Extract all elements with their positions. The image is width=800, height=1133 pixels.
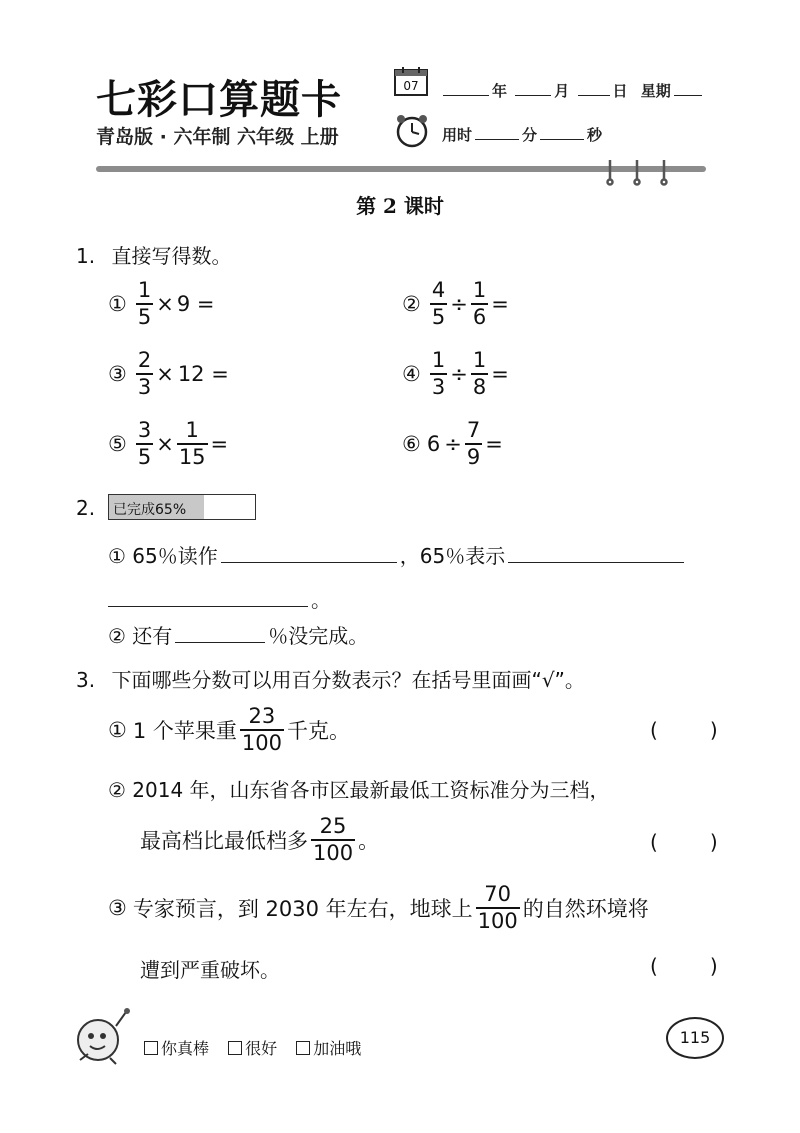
answer-paren-3[interactable]: ( ) [650,954,718,978]
answer-paren-2[interactable]: ( ) [650,830,718,854]
q3-item-2-end: 。 [358,829,380,853]
expression-tail: = [491,362,509,386]
q1-number: 1. [76,244,96,268]
answer-blank-read-as[interactable] [221,561,397,563]
q3-number: 3. [76,668,96,692]
item-index: ② [402,292,421,316]
date-line [440,80,705,101]
q1-item-4 [402,350,509,398]
q3-item-1-text: 1 个苹果重 [132,719,237,743]
minute-label: 分 [522,126,538,144]
expression-tail: = [491,292,509,316]
day-label: 日 [612,82,628,100]
q2-line-2 [108,584,331,613]
q3-item-3-line-2: 遭到严重破坏。 [140,958,280,982]
q2-not-done-text: ％没完成。 [268,624,369,648]
item-index: ③ [108,362,127,386]
fraction: $\frac{2}{3}$ [137,348,152,399]
expression-tail: = [210,432,229,456]
q3-item-2-text-2: 最高档比最低档多 [140,829,308,853]
operator: ÷ [450,362,468,386]
fraction: $\frac{1}{6}$ [472,278,487,329]
lesson-title: 第 2 课时 [356,194,444,218]
q3-item-2-line-2 [140,816,379,864]
q3-item-3-text: 专家预言，到 2030 年左右，地球上 [132,897,473,921]
answer-blank-means-cont[interactable] [108,605,308,607]
q1-item-3 [108,350,229,398]
expression-tail: = [485,432,503,456]
fraction: $\frac{3}{5}$ [137,418,152,469]
item-index: ⑥ [402,432,421,456]
item-index: ② [108,624,126,648]
checkbox-icon [296,1041,310,1055]
checkbox-icon [144,1041,158,1055]
q3-item-1 [108,706,350,754]
q3-title: 下面哪些分数可以用百分数表示？在括号里面画“√”。 [111,668,585,692]
fraction: $\frac{1}{8}$ [472,348,487,399]
q2-remaining-text: 还有 [132,624,173,648]
second-label: 秒 [587,126,603,144]
operator: × [156,292,174,316]
fraction: $\frac{7}{9}$ [466,418,481,469]
rating-option-try-harder[interactable]: 加油哦 [296,1039,361,1058]
operator: ÷ [450,292,468,316]
rating-options [144,1036,361,1059]
item-index: ③ [108,896,127,920]
fraction: $\frac{1}{3}$ [431,348,446,399]
q1-item-2 [402,280,509,328]
month-label: 月 [554,82,570,100]
operator: ÷ [444,432,462,456]
calendar-icon-text: 07 [403,79,419,93]
q2-read-as-text: 65％读作 [132,544,218,568]
rating-option-good[interactable]: 很好 [228,1039,277,1058]
checkbox-icon [228,1041,242,1055]
q1-item-5 [108,420,228,468]
time-used-label: 用时 [442,126,473,144]
q3-item-3-text-2: 的自然环境将 [522,897,649,921]
fraction: $\frac{70}{100}$ [477,882,518,933]
brand-title: 七彩口算题卡 [96,76,342,123]
item-index: ② [108,778,126,802]
expression-tail: 12 = [177,362,229,386]
calendar-icon [394,66,428,96]
weekday-label: 星期 [640,82,671,100]
fraction: $\frac{23}{100}$ [241,704,282,755]
answer-blank-remaining[interactable] [175,641,265,643]
q3-item-2-line-1 [108,774,610,803]
q1-item-1 [108,280,214,328]
q3-item-3-line-1 [108,884,649,932]
q2-line-3 [108,620,368,649]
q3-heading [76,664,585,693]
operator: × [156,362,174,386]
completion-progress-bar [108,494,256,520]
q1-item-6 [402,420,503,468]
q1-heading [76,240,231,269]
q3-item-1-end: 千克。 [286,719,350,743]
item-index: ⑤ [108,432,127,456]
mascot-icon [70,1004,134,1068]
operator: × [156,432,174,456]
binder-rings-icon [604,158,674,186]
item-index: ① [108,718,127,742]
item-index: ① [108,544,126,568]
year-label: 年 [492,82,508,100]
time-used-line [442,124,602,145]
q2-period: 。 [311,588,331,612]
rating-option-great[interactable]: 你真棒 [144,1039,209,1058]
q1-title: 直接写得数。 [111,244,232,268]
answer-blank-means[interactable] [508,561,684,563]
lead-number: 6 [426,432,441,456]
page-number: 115 [666,1017,724,1059]
q2-line-1 [108,540,687,569]
progress-label: 已完成65% [113,502,187,518]
q3-item-2-text: 2014 年，山东省各市区最新最低工资标准分为三档， [132,778,610,802]
answer-paren-1[interactable]: ( ) [650,718,718,742]
q2-means-text: ，65％表示 [399,544,506,568]
edition-subtitle: 青岛版 · 六年制 六年级 上册 [96,126,339,148]
fraction: $\frac{4}{5}$ [431,278,446,329]
q2-number: 2. [76,496,96,520]
fraction: $\frac{1}{15}$ [178,418,206,469]
expression-tail: 9 = [176,292,215,316]
item-index: ① [108,292,127,316]
alarm-clock-icon [394,112,430,148]
item-index: ④ [402,362,421,386]
fraction: $\frac{25}{100}$ [313,814,354,865]
fraction: $\frac{1}{5}$ [137,278,152,329]
